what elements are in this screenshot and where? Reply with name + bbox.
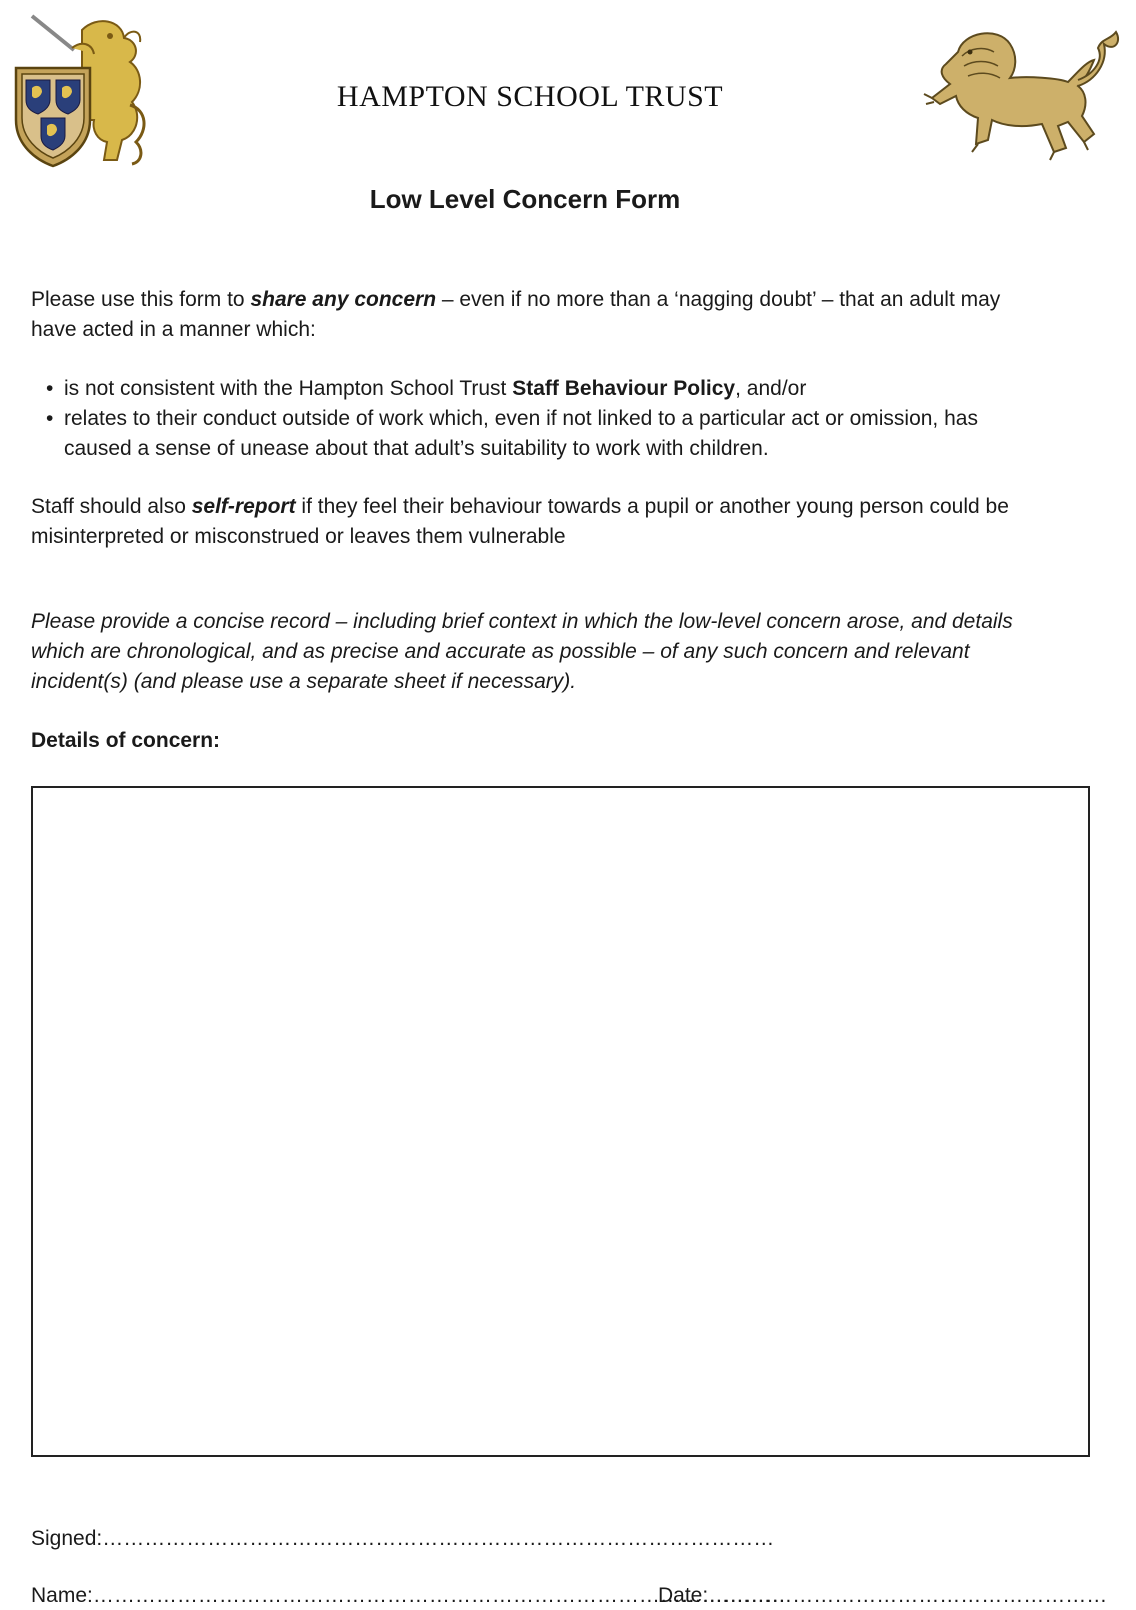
details-label: Details of concern: bbox=[31, 729, 221, 752]
share-concern-emphasis: share any concern bbox=[250, 288, 437, 311]
signed-field[interactable]: Signed:…………………………………………………………………………………… bbox=[31, 1527, 775, 1550]
instructions-paragraph: Please provide a concise record – including brief context in which the low-level concern arose, and details which are chronological, and as precise and accurate as possible – of any such concern and relevant incident(s) (and please use a separate sheet if necessary). bbox=[31, 610, 1013, 693]
self-report-emphasis: self-report bbox=[191, 495, 296, 518]
organisation-name: HAMPTON SCHOOL TRUST bbox=[336, 80, 724, 113]
intro-paragraph: Please use this form to share any concern – even if no more than a ‘nagging doubt’ – that an adult may have acted in a manner which: bbox=[31, 288, 1001, 341]
policy-name: Staff Behaviour Policy bbox=[512, 377, 736, 400]
list-item: • relates to their conduct outside of work which, even if not linked to a particular act or omission, has caused a sense of unease about that adult’s suitability to work with children. bbox=[46, 404, 1046, 464]
self-report-paragraph: Staff should also self-report if they feel their behaviour towards a pupil or another young person could be misinterpreted or misconstrued or leaves them vulnerable bbox=[31, 495, 1009, 548]
list-item: • is not consistent with the Hampton School Trust Staff Behaviour Policy, and/or bbox=[46, 374, 1046, 404]
criteria-list bbox=[46, 374, 1046, 464]
details-of-concern-box[interactable] bbox=[31, 786, 1090, 1457]
date-field[interactable]: Date:………………………………………………… bbox=[658, 1584, 1108, 1607]
form-title: Low Level Concern Form bbox=[369, 184, 681, 214]
name-field[interactable]: Name:……………………………………………………………………………………… bbox=[31, 1584, 786, 1607]
